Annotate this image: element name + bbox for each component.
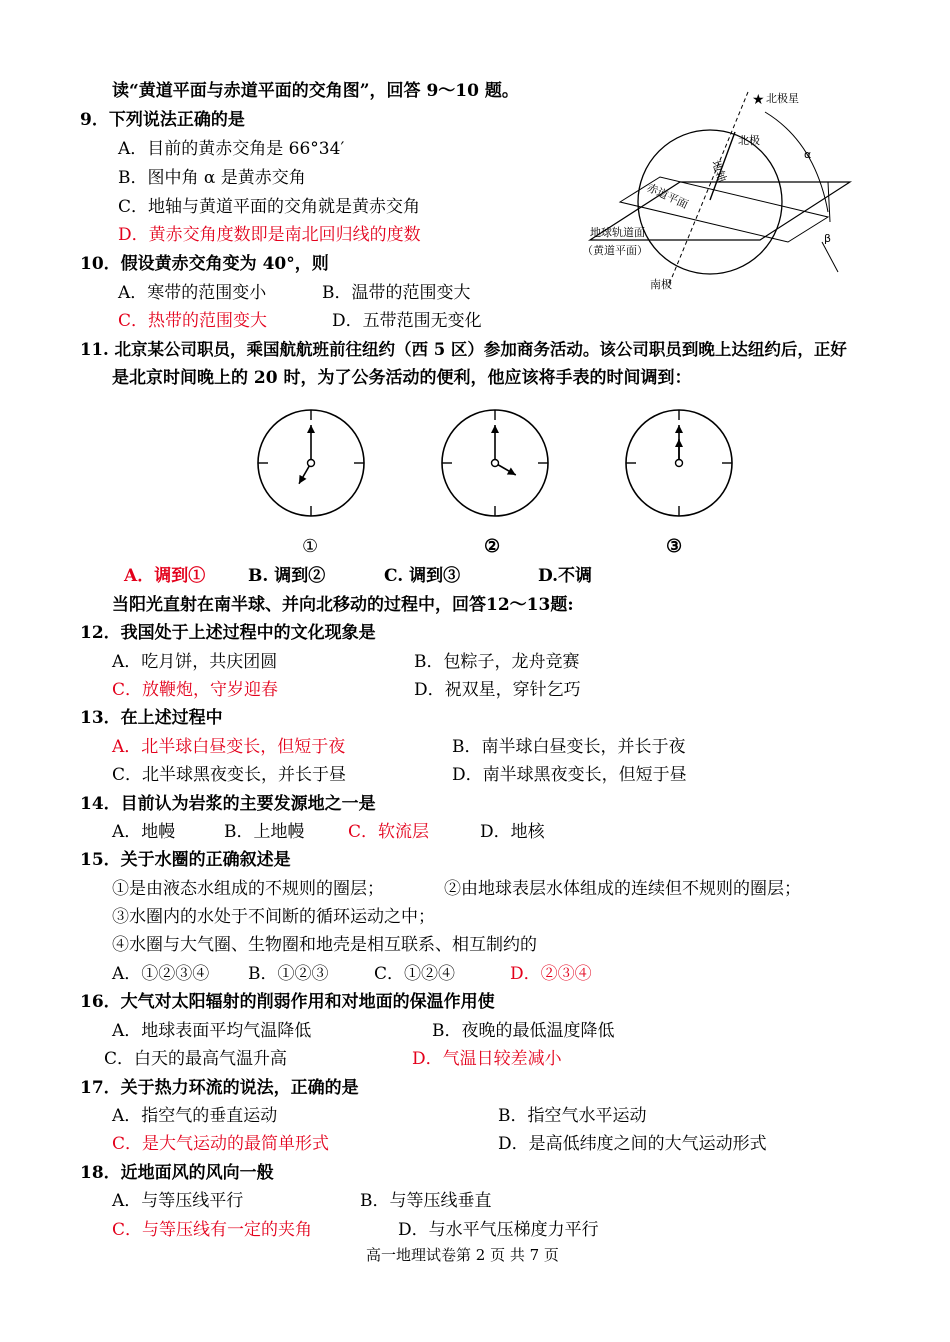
q10-option-b: B．温带的范围变大 — [322, 283, 471, 303]
clock-3-hour-hand-arrowhead — [675, 439, 683, 447]
clock-3-center — [676, 460, 683, 467]
q14-option-c-answer: C．软流层 — [348, 822, 430, 842]
q15-option-b: B．①②③ — [248, 964, 329, 984]
q14-stem: 14．目前认为岩浆的主要发源地之一是 — [80, 794, 376, 814]
q17-option-c-answer: C．是大气运动的最简单形式 — [112, 1134, 330, 1154]
q9-option-c: C．地轴与黄道平面的交角就是黄赤交角 — [118, 197, 421, 217]
clock-2-center — [492, 460, 499, 467]
q11-option-c: C. 调到③ — [384, 566, 461, 586]
q10-option-a: A．寒带的范围变小 — [118, 283, 267, 303]
q11-stem-line1: 11. 北京某公司职员，乘国航航班前往纽约（西 5 区）参加商务活动。该公司职员到晚上达纽约后，正好 — [80, 340, 847, 359]
q13-option-c: C．北半球黑夜变长，并长于昼 — [112, 765, 347, 785]
earth-axis-line — [668, 92, 748, 287]
q16-option-c: C．白天的最高气温升高 — [104, 1049, 288, 1069]
q14-option-d: D．地核 — [480, 822, 545, 842]
north-star-icon: ★ — [752, 92, 765, 108]
q15-option-c: C．①②④ — [374, 964, 456, 984]
q15-option-d-answer: D．②③④ — [510, 964, 592, 984]
q12-stem: 12．我国处于上述过程中的文化现象是 — [80, 623, 376, 643]
clock-1-center — [308, 460, 315, 467]
q16-option-d-answer: D．气温日较差减小 — [412, 1049, 562, 1069]
diagram-label-north-star: 北极星 — [766, 92, 799, 105]
q18-stem: 18．近地面风的风向一般 — [80, 1163, 274, 1183]
clock-1 — [256, 408, 366, 518]
q13-option-b: B．南半球白昼变长，并长于夜 — [452, 737, 686, 757]
q13-option-d: D．南半球黑夜变长，但短于昼 — [452, 765, 687, 785]
ecliptic-equator-diagram — [560, 82, 860, 302]
q15-statement-4: ④水圈与大气圈、生物圈和地壳是相互联系、相互制约的 — [112, 935, 537, 955]
q13-stem: 13．在上述过程中 — [80, 708, 223, 728]
q11-stem-line2: 是北京时间晚上的 20 时，为了公务活动的便利，他应该将手表的时间调到： — [112, 368, 692, 388]
q13-option-a-answer: A．北半球白昼变长，但短于夜 — [112, 737, 346, 757]
q10-stem: 10．假设黄赤交角变为 40°，则 — [80, 254, 329, 274]
intro-12-13: 当阳光直射在南半球、并向北移动的过程中，回答12～13题: — [112, 595, 574, 615]
orbit-line-extension — [822, 242, 838, 272]
clock-1-minute-hand-arrowhead — [307, 425, 315, 433]
q15-option-a: A．①②③④ — [112, 964, 210, 984]
q17-option-b: B．指空气水平运动 — [498, 1106, 647, 1126]
clock-2-minute-hand-arrowhead — [491, 425, 499, 433]
diagram-label-ecliptic-plane: （黄道平面） — [582, 244, 648, 257]
q17-option-d: D．是高低纬度之间的大气运动形式 — [498, 1134, 767, 1154]
q12-option-b: B．包粽子，龙舟竞赛 — [414, 652, 580, 672]
clock-2 — [440, 408, 550, 518]
q11-option-a-answer: A．调到① — [124, 566, 206, 586]
diagram-label-south-pole: 南极 — [650, 278, 672, 291]
clock-3 — [624, 408, 734, 518]
q14-option-a: A．地幔 — [112, 822, 176, 842]
alpha-arc — [765, 112, 828, 212]
q17-stem: 17．关于热力环流的说法，正确的是 — [80, 1078, 359, 1098]
q18-option-d: D．与水平气压梯度力平行 — [398, 1220, 599, 1240]
q11-option-d: D.不调 — [538, 566, 593, 586]
q16-option-a: A．地球表面平均气温降低 — [112, 1021, 312, 1041]
page-footer: 高一地理试卷第 2 页 共 7 页 — [366, 1246, 559, 1264]
q17-option-a: A．指空气的垂直运动 — [112, 1106, 278, 1126]
q15-statement-2: ②由地球表层水体组成的连续但不规则的圈层； — [444, 879, 801, 899]
q11-option-b: B. 调到② — [248, 566, 326, 586]
q9-option-d-answer: D．黄赤交角度数即是南北回归线的度数 — [118, 225, 421, 245]
q12-option-d: D．祝双星，穿针乞巧 — [414, 680, 581, 700]
q15-stem: 15．关于水圈的正确叙述是 — [80, 850, 291, 870]
diagram-label-earth-axis: 地轴 — [709, 158, 729, 184]
q15-statement-1: ①是由液态水组成的不规则的圈层； — [112, 879, 384, 899]
diagram-label-alpha: α — [804, 148, 812, 161]
clock-3-minute-hand-arrowhead — [675, 425, 683, 433]
clock-1-label: ① — [302, 536, 319, 557]
q9-stem: 9．下列说法正确的是 — [80, 110, 245, 130]
diagram-label-north-pole: 北极 — [738, 134, 760, 147]
beta-arc — [828, 182, 830, 222]
clock-2-label: ② — [484, 536, 501, 557]
clock-3-label: ③ — [666, 536, 683, 557]
intro-9-10: 读“黄道平面与赤道平面的交角图”，回答 9～10 题。 — [112, 81, 519, 101]
q12-option-c-answer: C．放鞭炮，守岁迎春 — [112, 680, 279, 700]
q14-option-b: B．上地幔 — [224, 822, 305, 842]
diagram-label-equator-plane: 赤道平面 — [644, 180, 691, 212]
q9-option-b: B．图中角 α 是黄赤交角 — [118, 168, 306, 188]
q18-option-a: A．与等压线平行 — [112, 1191, 244, 1211]
diagram-label-orbit-plane: 地球轨道面 — [590, 226, 645, 239]
q18-option-b: B．与等压线垂直 — [360, 1191, 492, 1211]
q12-option-a: A．吃月饼，共庆团圆 — [112, 652, 278, 672]
q16-option-b: B．夜晚的最低温度降低 — [432, 1021, 615, 1041]
q16-stem: 16．大气对太阳辐射的削弱作用和对地面的保温作用使 — [80, 992, 495, 1012]
q10-option-c-answer: C．热带的范围变大 — [118, 311, 268, 331]
q10-option-d: D．五带范围无变化 — [332, 311, 482, 331]
q9-option-a: A．目前的黄赤交角是 66°34′ — [118, 139, 345, 159]
q18-option-c-answer: C．与等压线有一定的夹角 — [112, 1220, 313, 1240]
earth-sphere — [638, 130, 782, 274]
diagram-label-beta: β — [824, 232, 832, 245]
q15-statement-3: ③水圈内的水处于不间断的循环运动之中； — [112, 907, 435, 927]
